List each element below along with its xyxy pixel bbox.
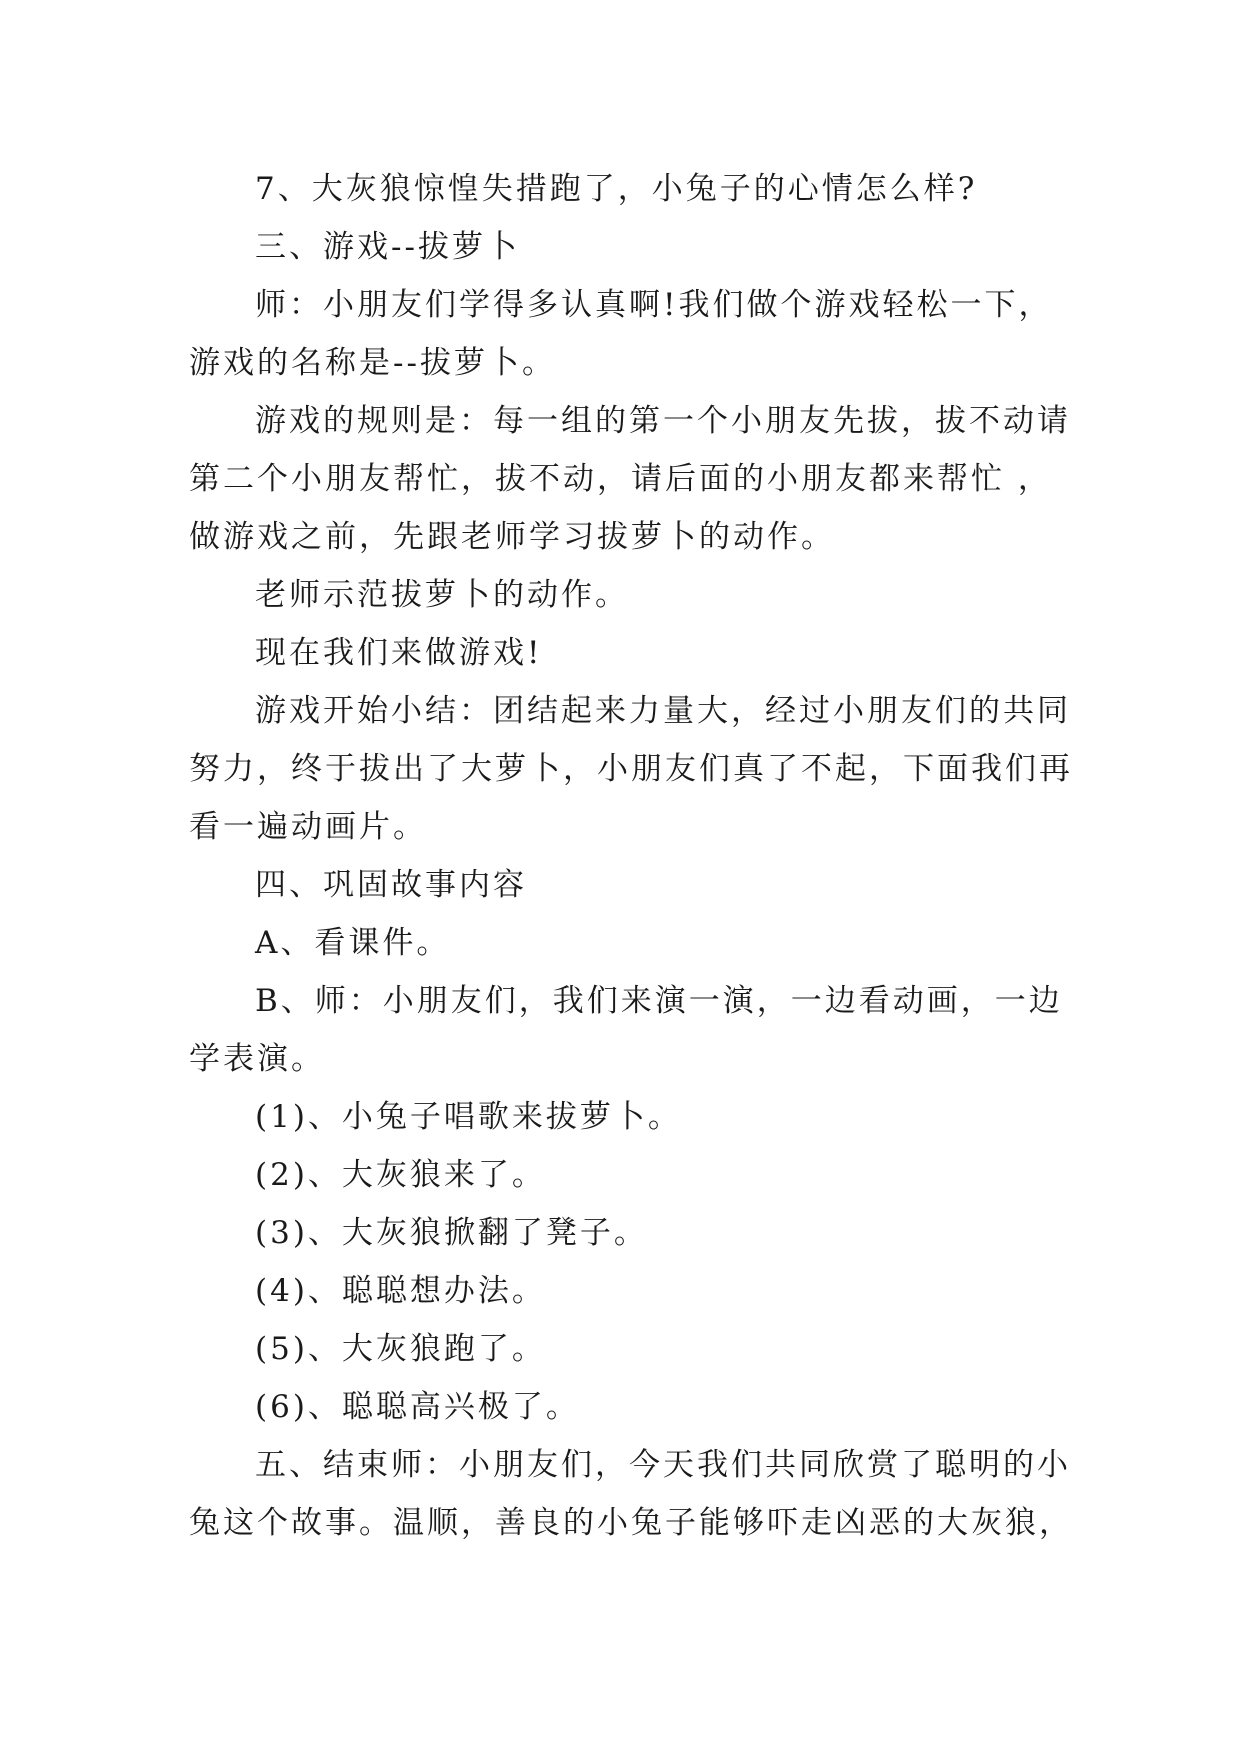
list-item-4: [189, 1262, 1055, 1320]
text-line: (5)、大灰狼跑了。: [255, 1331, 546, 1367]
paragraph-item-a: [189, 914, 1055, 972]
heading-consolidate: [189, 856, 1055, 914]
text-line: 第二个小朋友帮忙，拔不动，请后面的小朋友都来帮忙 ，: [189, 461, 1052, 497]
text-line: 兔这个故事。温顺，善良的小兔子能够吓走凶恶的大灰狼，: [189, 1505, 1073, 1541]
list-item-1: [189, 1088, 1055, 1146]
text-line: 五、结束师：小朋友们，今天我们共同欣赏了聪明的小: [255, 1447, 1071, 1483]
text-line: 师：小朋友们学得多认真啊!我们做个游戏轻松一下，: [255, 287, 1053, 323]
list-item-5: [189, 1320, 1055, 1378]
text-line: B、师：小朋友们，我们来演一演，一边看动画，一边: [255, 983, 1063, 1019]
text-line: (2)、大灰狼来了。: [255, 1157, 546, 1193]
text-line: 现在我们来做游戏!: [255, 635, 543, 671]
text-line: 看一遍动画片。: [189, 809, 427, 845]
paragraph-item-b: [189, 972, 1063, 1088]
text-line: (3)、大灰狼掀翻了凳子。: [255, 1215, 648, 1251]
text-line: 游戏的名称是--拔萝卜。: [189, 345, 556, 381]
text-line: 做游戏之前，先跟老师学习拔萝卜的动作。: [189, 519, 835, 555]
heading-game: [189, 218, 1055, 276]
paragraph-summary: [189, 682, 1073, 856]
paragraph-teacher-intro: [189, 276, 1055, 392]
text-line: 老师示范拔萝卜的动作。: [255, 577, 629, 613]
paragraph-question-7: [189, 160, 1055, 218]
text-line: 学表演。: [189, 1041, 325, 1077]
text-line: 三、游戏--拔萝卜: [255, 229, 520, 265]
list-item-3: [189, 1204, 1055, 1262]
paragraph-demo: [189, 566, 1055, 624]
paragraph-conclusion: [189, 1436, 1073, 1552]
text-line: 游戏的规则是：每一组的第一个小朋友先拔，拔不动请: [255, 403, 1071, 439]
paragraph-start-game: [189, 624, 1055, 682]
text-line: 努力，终于拔出了大萝卜，小朋友们真了不起，下面我们再: [189, 751, 1073, 787]
text-line: 7、大灰狼惊惶失措跑了，小兔子的心情怎么样?: [255, 171, 978, 207]
text-line: (6)、聪聪高兴极了。: [255, 1389, 580, 1425]
text-line: 游戏开始小结：团结起来力量大，经过小朋友们的共同: [255, 693, 1071, 729]
paragraph-game-rules: [189, 392, 1071, 566]
text-line: 四、巩固故事内容: [255, 867, 527, 903]
list-item-2: [189, 1146, 1055, 1204]
text-line: (1)、小兔子唱歌来拔萝卜。: [255, 1099, 682, 1135]
document-body: [189, 160, 1073, 1552]
text-line: (4)、聪聪想办法。: [255, 1273, 546, 1309]
list-item-6: [189, 1378, 1055, 1436]
text-line: A、看课件。: [255, 925, 451, 961]
